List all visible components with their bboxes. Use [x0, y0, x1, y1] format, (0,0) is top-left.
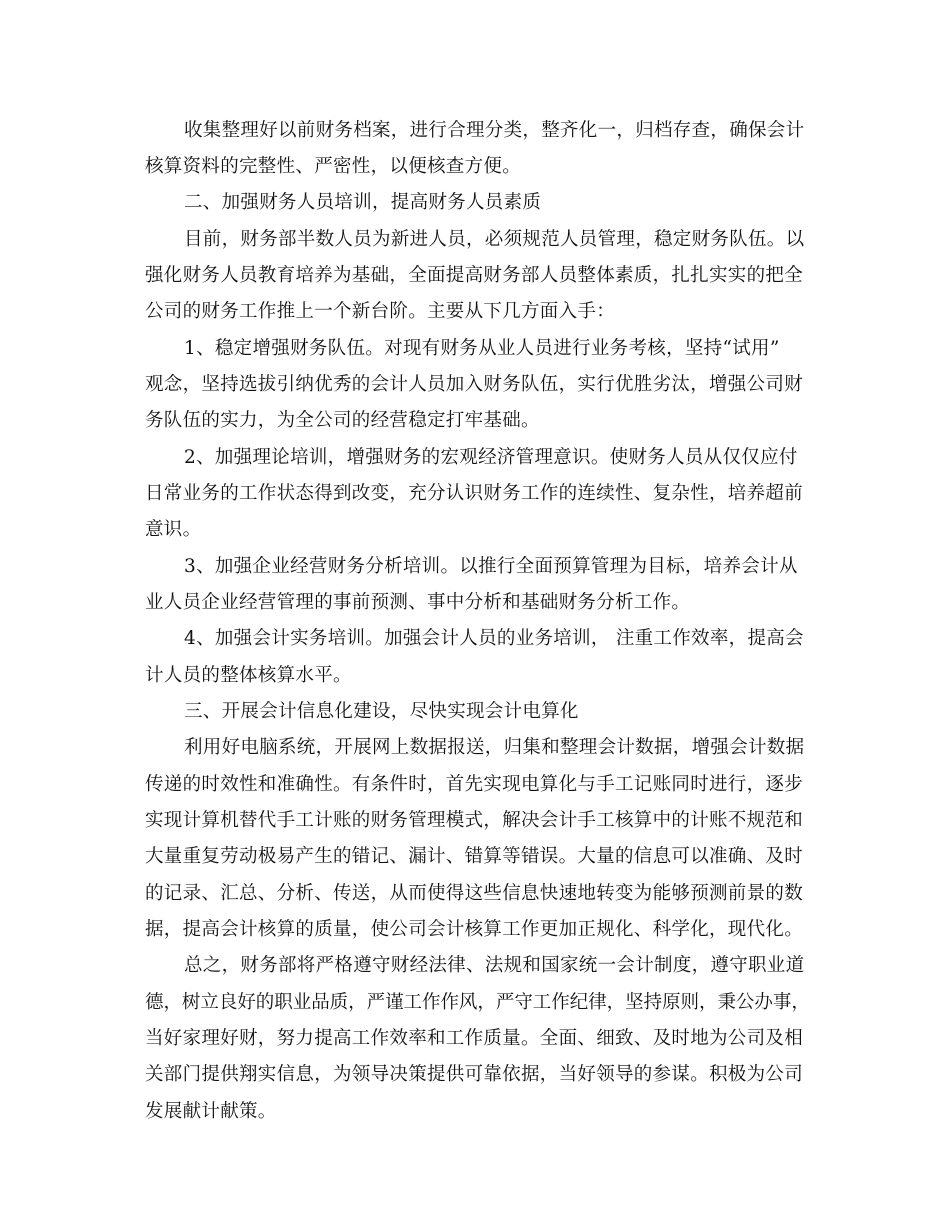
text-line: 的记录、汇总、分析、传送，从而使得这些信息快速地转变为能够预测前景的数: [145, 883, 804, 904]
text-line: 务队伍的实力，为全公司的经营稳定打牢基础。: [145, 410, 540, 431]
text-line: 公司的财务工作推上一个新台阶。主要从下几方面入手：: [145, 301, 616, 322]
text-line: 收集整理好以前财务档案，进行合理分类，整齐化一，归档存查，确保会计: [184, 120, 805, 141]
text-line: 当好家理好财，努力提高工作效率和工作质量。全面、细致、及时地为公司及相: [145, 1028, 804, 1049]
text-line: 核算资料的完整性、严密性，以便核查方便。: [145, 156, 522, 177]
section-heading: 三、开展会计信息化建设，尽快实现会计电算化: [184, 701, 579, 722]
text-line: 传递的时效性和准确性。有条件时，首先实现电算化与手工记账同时进行，逐步: [145, 774, 804, 795]
text-line: 1、稳定增强财务队伍。对现有财务从业人员进行业务考核，坚持“试用”: [184, 338, 780, 359]
text-line: 德，树立良好的职业品质，严谨工作作风，严守工作纪律，坚持原则，秉公办事，: [145, 992, 810, 1013]
text-line: 观念，坚持选拔引纳优秀的会计人员加入财务队伍，实行优胜劣汰，增强公司财: [145, 374, 804, 395]
text-line: 强化财务人员教育培养为基础，全面提高财务部人员整体素质，扎扎实实的把全: [145, 265, 804, 286]
text-line: 发展献计献策。: [145, 1101, 277, 1122]
section-heading: 二、加强财务人员培训，提高财务人员素质: [184, 192, 542, 213]
text-line: 大量重复劳动极易产生的错记、漏计、错算等错误。大量的信息可以准确、及时: [145, 846, 804, 867]
text-line: 3、加强企业经营财务分析培训。以推行全面预算管理为目标，培养会计从: [184, 556, 798, 577]
text-line: 利用好电脑系统，开展网上数据报送，归集和整理会计数据，增强会计数据: [184, 737, 805, 758]
text-line: 实现计算机替代手工计账的财务管理模式，解决会计手工核算中的计账不规范和: [145, 810, 804, 831]
text-line: 业人员企业经营管理的事前预测、事中分析和基础财务分析工作。: [145, 592, 691, 613]
text-line: 日常业务的工作状态得到改变，充分认识财务工作的连续性、复杂性，培养超前: [145, 483, 804, 504]
text-line: 意识。: [145, 519, 202, 540]
text-line: 据，提高会计核算的质量，使公司会计核算工作更加正规化、科学化，现代化。: [145, 919, 804, 940]
text-line: 目前，财务部半数人员为新进人员，必须规范人员管理，稳定财务队伍。以: [184, 229, 805, 250]
text-line: 2、加强理论培训，增强财务的宏观经济管理意识。使财务人员从仅仅应付: [184, 447, 798, 468]
text-line: 总之，财务部将严格遵守财经法律、法规和国家统一会计制度，遵守职业道: [184, 955, 805, 976]
text-line: 4、加强会计实务培训。加强会计人员的业务培训， 注重工作效率，提高会: [184, 628, 804, 649]
text-line: 计人员的整体核算水平。: [145, 665, 352, 686]
text-line: 关部门提供翔实信息，为领导决策提供可靠依据，当好领导的参谋。积极为公司: [145, 1064, 804, 1085]
